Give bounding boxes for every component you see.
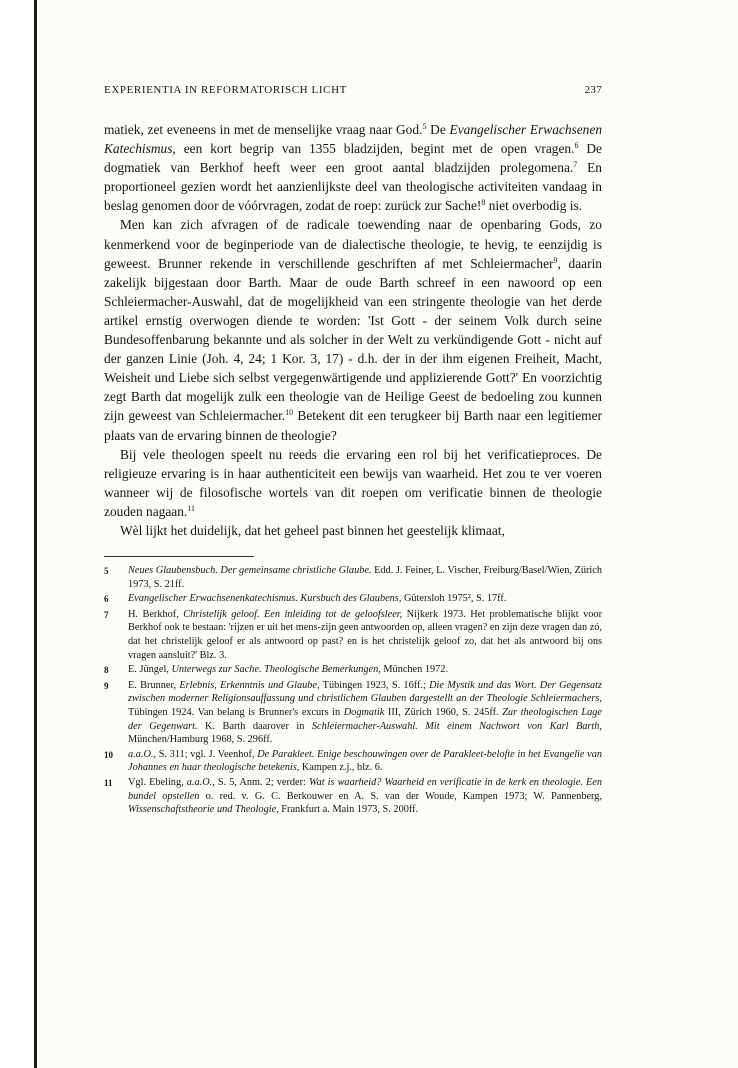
italic-title: De Parakleet. Enige beschouwingen over de Parakleet-belofte in het Evangelie van Johannes en haar theologische betekenis, xyxy=(128,748,603,774)
text-run: E. Brunner, xyxy=(128,679,180,691)
text-run: De xyxy=(426,122,450,137)
footnote-text xyxy=(128,608,602,662)
footnote-9 xyxy=(104,679,602,747)
text-run: München/Hamburg 1968, S. 296ff. xyxy=(128,734,273,746)
paragraph-2 xyxy=(104,215,602,444)
footnote-number: 9 xyxy=(104,680,109,691)
italic-title: Schleiermacher-Auswahl. Mit einem Nachwort von Karl Barth, xyxy=(311,720,602,732)
page-number: 237 xyxy=(584,84,602,96)
body-text xyxy=(104,120,602,540)
italic-title: a.a.O., xyxy=(186,776,215,788)
footnote-7 xyxy=(104,608,602,662)
text-run: Tübingen 1923, S. 16ff.; xyxy=(319,679,430,691)
text-run: Edd. J. Feiner, L. Vischer, Freiburg/Basel/Wien, Zürich 1973, S. 21ff. xyxy=(128,565,602,590)
text-run: Nijkerk 1973. Het problematische blijkt voor Berkhof ook te bestaan: 'rijzen er uit het mens-zijn geen antwoorden op, alleen vragen? en zijn deze vragen dan zó, dat het christelijk geloof er als antwoord op past? en is het christelijk geloof zo, dat het als antwoord bij ons vragen aansluit?' Blz. 3. xyxy=(128,608,603,661)
italic-title: Unterwegs zur Sache. Theologische Bemerkungen, xyxy=(171,664,381,676)
italic-title: Wat is waarheid? Waarheid en verificatie in de kerk en theologie. Een bundel opstellen xyxy=(128,776,602,802)
footnote-text xyxy=(128,776,602,817)
footnote-ref-9: 9 xyxy=(553,255,558,265)
text-run: , daarin zakelijk bijgestaan door Barth. Maar de oude Barth schreef in een nawoord op een Schleiermacher-Auswahl, dat de mogelijkheid van een stringente theologie van het derde artikel ernstig overwogen diende te worden: 'Ist Gott - der seinem Volk durch seine Bundesoffenbarung bekannte und als solcher in der Welt zu verkündigende Gott - nicht auf der ganzen Linie (Joh. 4, 24; 1 Kor. 3, 17) - d.h. der in der ihm eigenen Freiheit, Macht, Weisheit und Liebe sich selbst vergegenwärtigende und applizierende Gott?' En voorzichtig zegt Barth dat mogelijk zulk een theologie van de Heilige Geest de bedoeling zou kunnen zijn geweest van Schleiermacher. xyxy=(104,255,603,424)
footnote-5 xyxy=(104,564,602,591)
footnote-ref-6: 6 xyxy=(574,141,579,151)
text-run: Tübingen 1924. Van belang is Brunner's excurs in xyxy=(128,707,344,718)
italic-title: a.a.O., xyxy=(128,748,157,760)
italic-title: Christelijk geloof. Een inleiding tot de geloofsleer, xyxy=(183,608,403,620)
page-edge-shadow xyxy=(34,0,37,1068)
running-header xyxy=(104,84,602,96)
text-run: niet overbodig is. xyxy=(485,198,583,214)
paragraph-1 xyxy=(104,120,602,215)
text-run: Kampen z.j., blz. 6. xyxy=(299,762,383,774)
italic-title: Dogmatik xyxy=(343,707,385,718)
footnote-number: 10 xyxy=(104,749,113,760)
italic-title: Wissenschaftstheorie und Theologie, xyxy=(128,804,279,816)
text-run: K. Barth daarover in xyxy=(197,720,312,732)
page-content xyxy=(104,84,602,818)
paragraph-3 xyxy=(104,445,602,521)
text-run: De dogmatiek van Berkhof heeft weer een groot aantal bladzijden prolegomena. xyxy=(104,141,602,176)
footnote-number: 5 xyxy=(104,566,109,577)
text-run: E. Jüngel, xyxy=(128,664,172,676)
italic-title: Evangelischer Erwachsenen Katechismus, xyxy=(104,122,603,157)
text-run: H. Berkhof, xyxy=(128,608,184,620)
italic-title: Erlebnis, Erkenntnis und Glaube, xyxy=(179,679,320,691)
footnote-number: 11 xyxy=(104,777,113,788)
footnote-text xyxy=(128,564,602,591)
footnote-ref-8: 8 xyxy=(481,198,486,208)
footnotes xyxy=(104,564,602,817)
text-run: III, Zürich 1960, S. 245ff. xyxy=(384,707,503,718)
italic-title: Zur theologischen Lage der Gegenwart. xyxy=(128,707,602,732)
footnote-10 xyxy=(104,748,602,775)
text-run: S. 5, Anm. 2; verder: xyxy=(214,776,309,788)
footnote-number: 8 xyxy=(104,665,109,676)
text-run: S. 311; vgl. J. Veenhof, xyxy=(156,748,258,760)
text-run: o. red. v. G. C. Berkouwer en A. S. van der Woude, Kampen 1973; W. Pannenberg, xyxy=(199,790,603,802)
footnote-ref-5: 5 xyxy=(422,122,427,131)
footnote-text xyxy=(128,592,602,607)
footnote-rule xyxy=(104,556,254,557)
paragraph-4 xyxy=(104,521,602,540)
running-title: EXPERIENTIA IN REFORMATORISCH LICHT xyxy=(104,84,347,96)
italic-title: Evangelischer Erwachsenenkatechismus. Kursbuch des Glaubens, xyxy=(128,593,402,605)
footnote-ref-10: 10 xyxy=(285,408,294,418)
text-run: En proportioneel gezien wordt het aanzienlijkste deel van theologische activiteiten vandaag in beslag genomen door de vóórvragen, zodat de roep: zurück zur Sache! xyxy=(104,160,602,214)
footnote-text xyxy=(128,663,602,678)
footnote-ref-7: 7 xyxy=(573,160,578,170)
italic-title: Die Mystik und das Wort. Der Gegensatz zwischen moderner Religionsauffassung und christlichem Glauben dargestellt an der Theologie Schleiermachers, xyxy=(128,679,602,705)
text-run: Bij vele theologen speelt nu reeds die ervaring een rol bij het verificatieproces. De religieuze ervaring is in haar authenticiteit een bewijs van waarheid. Het zou te ver voeren wanneer wij de filosofische wortels van dit roepen om verificatie binnen de theologie zouden nagaan. xyxy=(104,446,602,519)
footnote-8 xyxy=(104,663,602,678)
text-run: Wèl lijkt het duidelijk, dat het geheel past binnen het geestelijk klimaat, xyxy=(120,522,505,538)
text-run: Vgl. Ebeling, xyxy=(128,776,187,788)
text-run: Betekent dit een terugkeer bij Barth naar een legitiemer plaats van de ervaring binnen de theologie? xyxy=(104,408,602,443)
footnote-11 xyxy=(104,776,602,817)
text-run: Frankfurt a. Main 1973, S. 200ff. xyxy=(278,804,419,816)
footnote-6 xyxy=(104,592,602,607)
footnote-text xyxy=(128,748,602,775)
italic-title: Neues Glaubensbuch. Der gemeinsame christliche Glaube. xyxy=(128,565,372,577)
text-run: matiek, zet eveneens in met de menselijke vraag naar God. xyxy=(104,122,423,137)
text-run: Gütersloh 1975², S. 17ff. xyxy=(401,593,507,605)
text-run: een kort begrip van 1355 bladzijden, begint met de open vragen. xyxy=(175,141,575,157)
footnote-ref-11: 11 xyxy=(187,503,195,513)
text-run: München 1972. xyxy=(380,664,449,676)
footnote-text xyxy=(128,679,602,747)
text-run: Men kan zich afvragen of de radicale toewending naar de openbaring Gods, zo kenmerkend voor de beginperiode van de dialectische theologie, te hevig, te eenzijdig is geweest. Brunner rekende in verschillende geschriften af met Schleiermacher xyxy=(104,217,602,271)
footnote-number: 7 xyxy=(104,609,109,620)
footnote-number: 6 xyxy=(104,594,109,605)
